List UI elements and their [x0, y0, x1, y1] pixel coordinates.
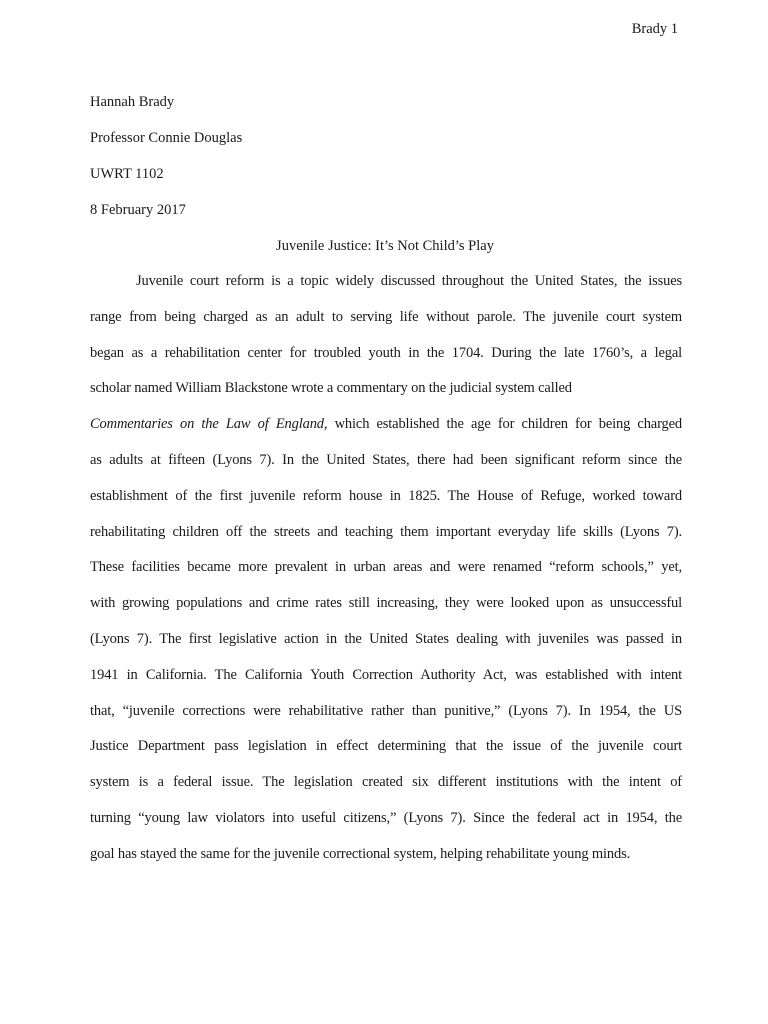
paragraph-line: These facilities became more prevalent in urban areas and were renamed “reform schools,” yet,: [90, 559, 682, 576]
paragraph-line: system is a federal issue. The legislation created six different institutions with the intent of: [90, 774, 682, 791]
paragraph-line: that, “juvenile corrections were rehabilitative rather than punitive,” (Lyons 7). In 1954, the US: [90, 702, 682, 719]
running-head: Brady 1: [631, 21, 678, 37]
body-paragraph: [90, 270, 682, 879]
paragraph-line-remainder: which established the age for children for being charged: [334, 416, 682, 433]
paragraph-line: with growing populations and crime rates still increasing, they were looked upon as unsuccessful: [90, 595, 682, 612]
course-name: UWRT 1102: [90, 166, 164, 182]
essay-title: Juvenile Justice: It’s Not Child’s Play: [276, 238, 494, 254]
paragraph-line: range from being charged as an adult to serving life without parole. The juvenile court system: [90, 308, 682, 325]
paragraph-line: 1941 in California. The California Youth Correction Authority Act, was established with intent: [90, 666, 682, 683]
paragraph-line: began as a rehabilitation center for troubled youth in the 1704. During the late 1760’s, a legal: [90, 344, 682, 361]
paragraph-line: (Lyons 7). The first legislative action in the United States dealing with juveniles was passed in: [90, 630, 682, 647]
author-name: Hannah Brady: [90, 94, 175, 110]
paragraph-line-with-italic: [90, 413, 682, 449]
document-date: 8 February 2017: [90, 202, 186, 218]
instructor-name: Professor Connie Douglas: [90, 130, 243, 146]
paragraph-line: Justice Department pass legislation in effect determining that the issue of the juvenile court: [90, 738, 682, 755]
paragraph-line: scholar named William Blackstone wrote a commentary on the judicial system called: [90, 380, 572, 397]
paragraph-line: turning “young law violators into useful citizens,” (Lyons 7). Since the federal act in 1954, the: [90, 809, 682, 826]
paragraph-line: goal has stayed the same for the juvenile correctional system, helping rehabilitate young minds.: [90, 845, 631, 862]
paragraph-line: establishment of the first juvenile reform house in 1825. The House of Refuge, worked toward: [90, 487, 682, 504]
italic-book-title: Commentaries on the Law of England,: [90, 416, 328, 433]
paragraph-line: as adults at fifteen (Lyons 7). In the United States, there had been significant reform since the: [90, 451, 682, 468]
mla-heading: [90, 92, 680, 236]
paragraph-line: rehabilitating children off the streets and teaching them important everyday life skills (Lyons 7).: [90, 523, 682, 540]
paragraph-line: Juvenile court reform is a topic widely discussed throughout the United States, the issues: [136, 273, 682, 289]
